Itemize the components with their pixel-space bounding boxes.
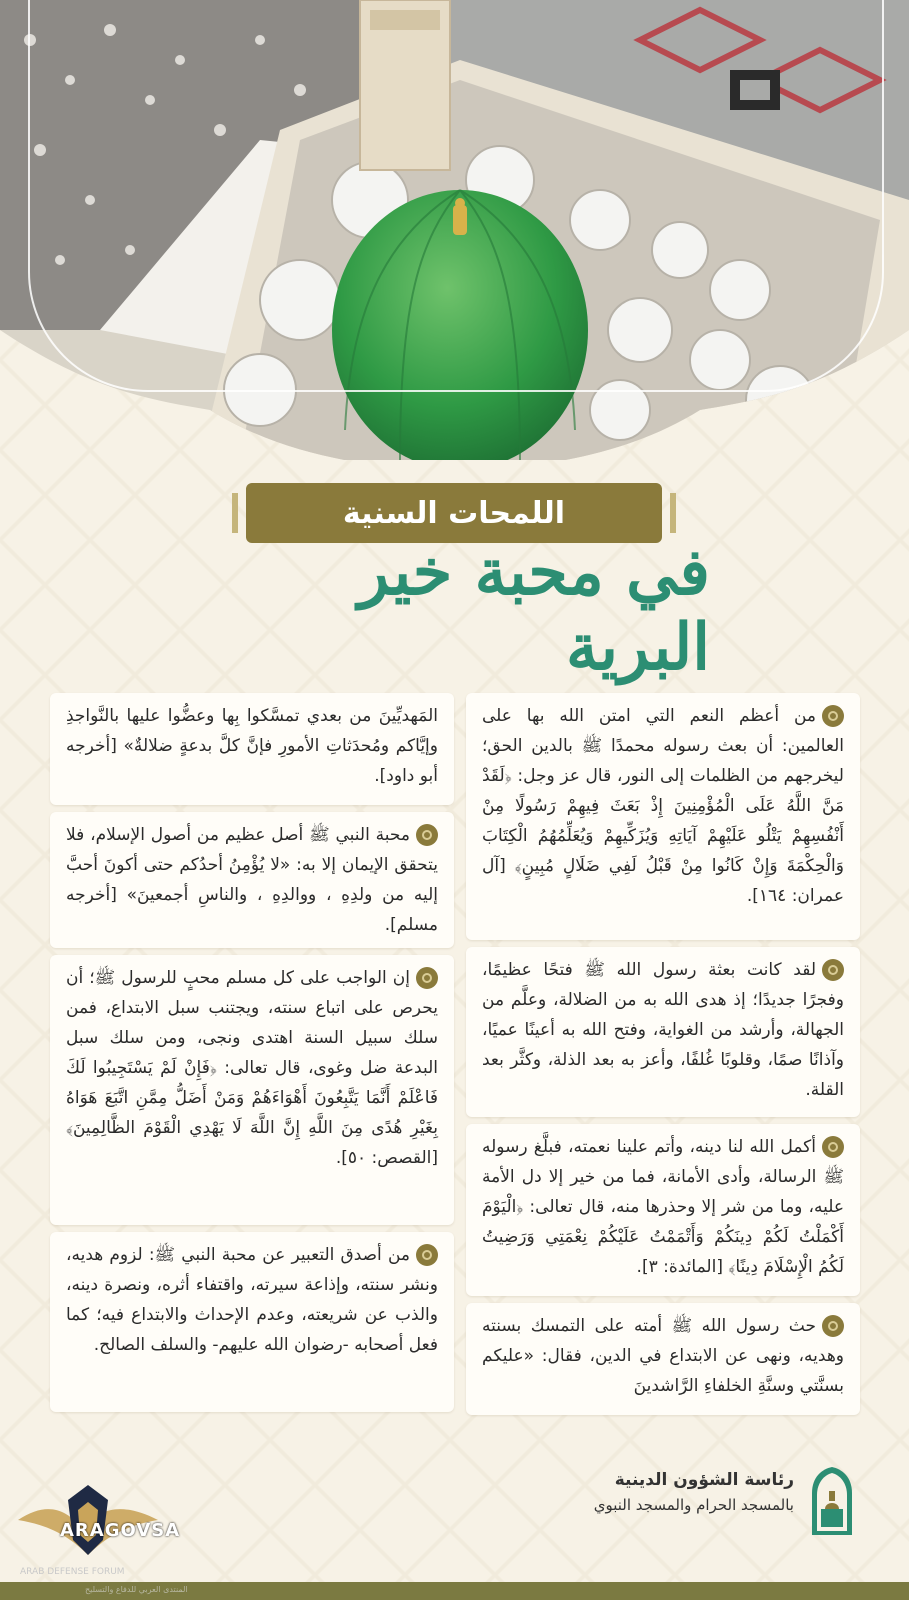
calligraphy-subtitle <box>200 535 710 685</box>
text-card <box>466 947 860 1117</box>
text-card <box>50 693 454 805</box>
watermark-forum-arabic: المنتدى العربي للدفاع والتسليح <box>85 1585 188 1594</box>
card-text: حث رسول الله ﷺ أمته على التمسك بسنته وهديه، ونهى عن الابتداع في الدين، فقال: «عليكم بسنَّتي وسنَّةِ الخلفاءِ الرَّاشدينَ <box>482 1316 844 1396</box>
text-card <box>466 693 860 940</box>
bullet-emblem-icon <box>822 705 844 727</box>
text-card <box>50 812 454 948</box>
bullet-emblem-icon <box>416 967 438 989</box>
organization-name: رئاسة الشؤون الدينية <box>614 1470 794 1490</box>
organization-footer <box>594 1470 794 1514</box>
card-text: من أصدق التعبير عن محبة النبي ﷺ: لزوم هديه، ونشر سنته، وإذاعة سيرته، واقتفاء أثره، ونصرة دينه، والذب عن شريعته، وعدم الإحداث والابتداع فيه؛ كما فعل أصحابه -رضوان الله عليهم- والسلف الصالح. <box>66 1245 438 1355</box>
page-subtitle: في محبة خير البرية <box>358 535 710 685</box>
watermark-forum: ARAB DEFENSE FORUM <box>20 1567 125 1577</box>
organization-subtitle: بالمسجد الحرام والمسجد النبوي <box>593 1496 794 1514</box>
page-title: اللمحات السنية <box>342 495 566 531</box>
card-text: من أعظم النعم التي امتن الله بها على العالمين: أن بعث رسوله محمدًا ﷺ بالدين الحق؛ ليخرجهم من الظلمات إلى النور، قال عز وجل: ﴿لَقَدْ مَنَّ اللَّهُ عَلَى الْمُؤْمِنِينَ إِذْ بَعَثَ فِيهِمْ رَسُولًا مِنْ أَنْفُسِهِمْ يَتْلُو عَلَيْهِمْ آيَاتِهِ وَيُزَكِّيهِمْ وَيُعَلِّمُهُمُ الْكِتَابَ وَالْحِكْمَةَ وَإِنْ كَانُوا مِنْ قَبْلُ لَفِي ضَلَالٍ مُبِينٍ﴾ [آل عمران: ١٦٤]. <box>482 706 844 906</box>
text-card <box>466 1124 860 1296</box>
card-text: إن الواجب على كل مسلم محبٍ للرسول ﷺ؛ أن يحرص على اتباع سنته، ويجتنب سبل الابتداع، فمن سلك سبيل السنة اهتدى ونجى، ومن سلك سبل البدعة ضل وغوى، قال تعالى: ﴿فَإِنْ لَمْ يَسْتَجِيبُوا لَكَ فَاعْلَمْ أَنَّمَا يَتَّبِعُونَ أَهْوَاءَهُمْ وَمَنْ أَضَلُّ مِمَّنِ اتَّبَعَ هَوَاهُ بِغَيْرِ هُدًى مِنَ اللَّهِ إِنَّ اللَّهَ لَا يَهْدِي الْقَوْمَ الظَّالِمِينَ﴾ [القصص: ٥٠]. <box>66 968 438 1168</box>
card-text: لقد كانت بعثة رسول الله ﷺ فتحًا عظيمًا، وفجرًا جديدًا؛ إذ هدى الله به من الضلالة، وعلَّم من الجهالة، وأرشد من الغواية، وفتح الله به أعينًا عميًا، وآذانًا صمًا، وقلوبًا غُلفًا، وأعز به بعد الذلة، وكثَّر بعد القلة. <box>482 960 844 1100</box>
hero-photo-green-dome <box>0 0 909 460</box>
card-text: المَهديِّينَ من بعدي تمسَّكوا بِها وعضُّوا عليها بالنَّواجذِ وإيَّاكم ومُحدَثاتِ الأمورِ فإنَّ كلَّ بدعةٍ ضلالةٌ» [أخرجه أبو داود]. <box>66 706 438 786</box>
bullet-emblem-icon <box>822 1136 844 1158</box>
bullet-emblem-icon <box>416 824 438 846</box>
card-text: محبة النبي ﷺ أصل عظيم من أصول الإسلام، فلا يتحقق الإيمان إلا به: «لا يُؤْمِنُ أحدُكم حتى أكونَ أحبَّ إليه من ولدِهِ ، ووالدِهِ ، والناسِ أجمعينَ» [أخرجه مسلم]. <box>66 825 438 935</box>
card-text: أكمل الله لنا دينه، وأتم علينا نعمته، فبلَّغ رسوله ﷺ الرسالة، وأدى الأمانة، فما من خير إلا دل الأمة عليه، وما من شر إلا وحذرها منه، قال تعالى: ﴿الْيَوْمَ أَكْمَلْتُ لَكُمْ دِينَكُمْ وَأَتْمَمْتُ عَلَيْكُمْ نِعْمَتِي وَرَضِيتُ لَكُمُ الْإِسْلَامَ دِينًا﴾ [المائدة: ٣]. <box>482 1137 844 1277</box>
text-card <box>50 955 454 1225</box>
bullet-emblem-icon <box>822 959 844 981</box>
text-card <box>466 1303 860 1415</box>
watermark-brand: ARAGOVSA <box>60 1520 181 1541</box>
decorative-frame <box>28 0 884 392</box>
bullet-emblem-icon <box>416 1244 438 1266</box>
title-banner <box>246 483 662 543</box>
bullet-emblem-icon <box>822 1315 844 1337</box>
presidency-logo-icon <box>807 1465 857 1537</box>
text-card <box>50 1232 454 1412</box>
